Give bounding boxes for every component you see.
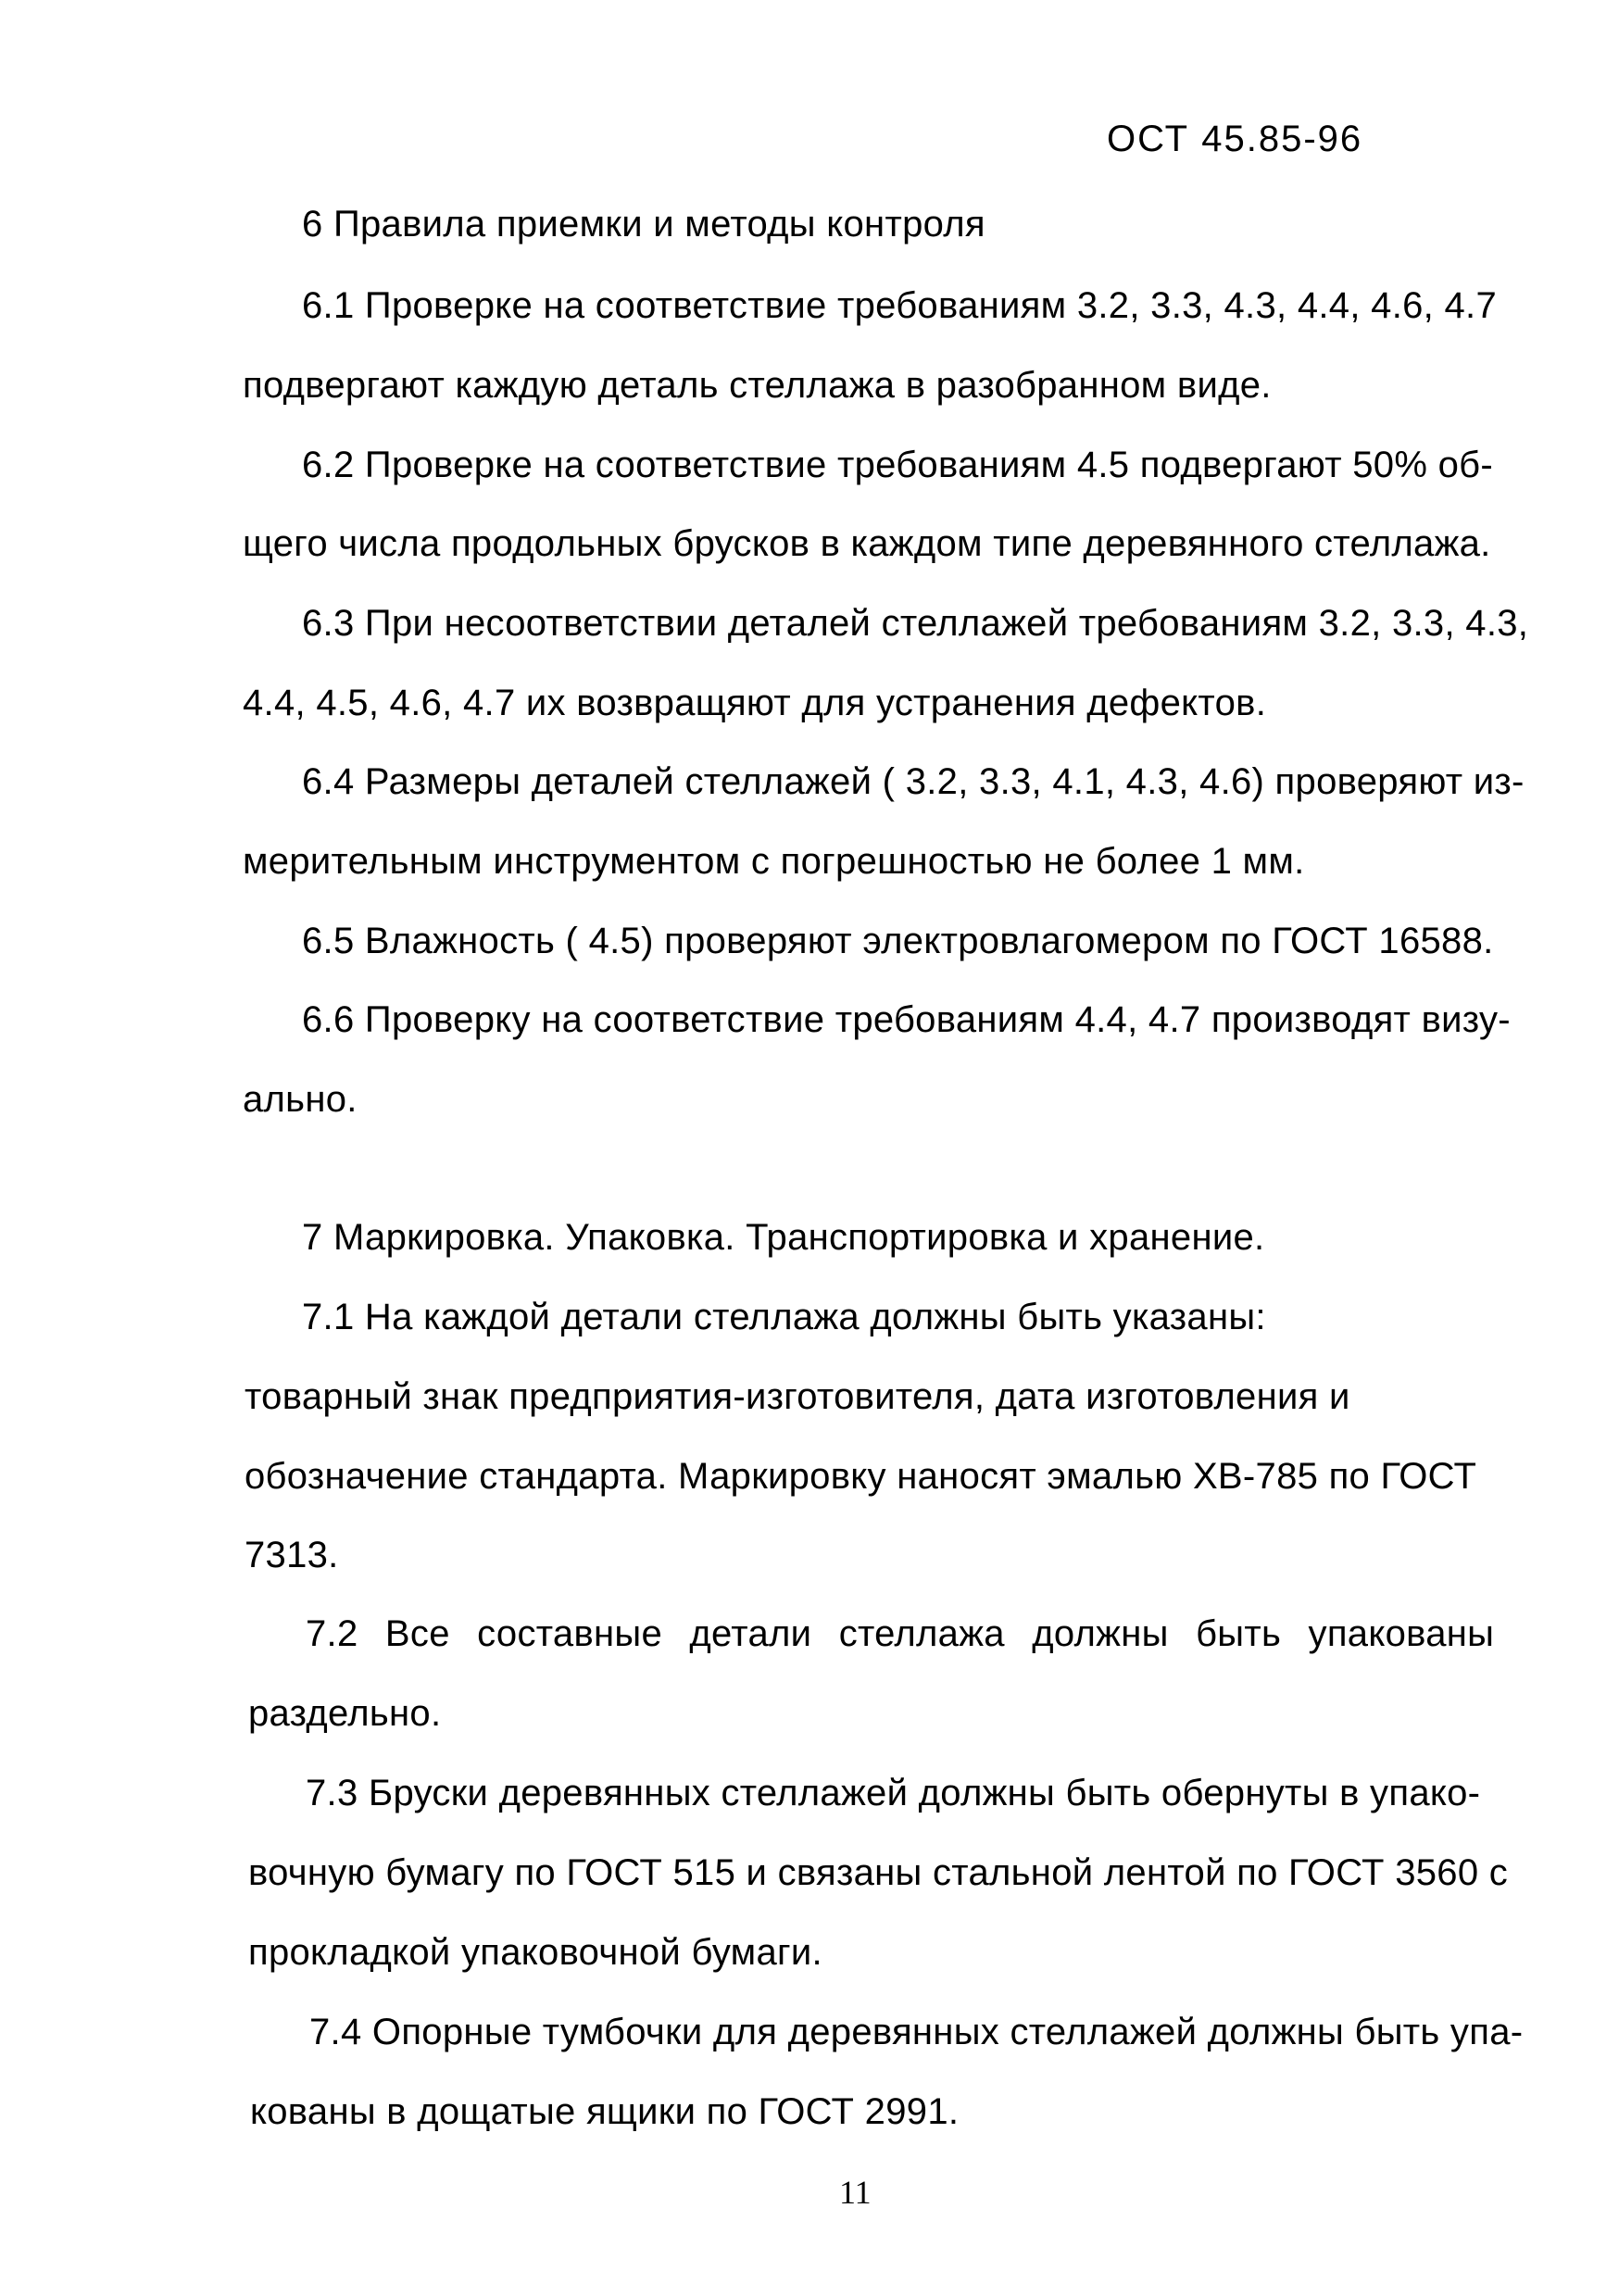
paragraph-6-3-line-2: 4.4, 4.5, 4.6, 4.7 их возвращяют для устранения дефектов. [243,683,1267,723]
section-6-heading: 6 Правила приемки и методы контроля [302,204,985,245]
paragraph-6-3-line-1: 6.3 При несоответствии деталей стеллажей требованиям 3.2, 3.3, 4.3, [302,603,1529,644]
paragraph-7-3-line-2: вочную бумагу по ГОСТ 515 и связаны стальной лентой по ГОСТ 3560 с [248,1852,1509,1893]
paragraph-7-4-line-2: кованы в дощатые ящики по ГОСТ 2991. [250,2091,960,2132]
section-7-heading: 7 Маркировка. Упаковка. Транспортировка и хранение. [302,1217,1265,1258]
paragraph-7-1-line-1: 7.1 На каждой детали стеллажа должны быть указаны: [302,1297,1266,1337]
paragraph-7-1-line-2: товарный знак предприятия-изготовителя, дата изготовления и [245,1376,1350,1417]
paragraph-6-1-line-1: 6.1 Проверке на соответствие требованиям 3.2, 3.3, 4.3, 4.4, 4.6, 4.7 [302,285,1497,326]
paragraph-7-1-line-3: обозначение стандарта. Маркировку наносят эмалью ХВ-785 по ГОСТ [245,1456,1477,1497]
paragraph-6-5: 6.5 Влажность ( 4.5) проверяют электровлагомером по ГОСТ 16588. [302,921,1494,961]
paragraph-7-3-line-3: прокладкой упаковочной бумаги. [248,1932,822,1973]
document-code: ОСТ 45.85-96 [1107,119,1363,159]
paragraph-6-6-line-1: 6.6 Проверку на соответствие требованиям 4.4, 4.7 производят визу- [302,999,1511,1040]
paragraph-6-2-line-1: 6.2 Проверке на соответствие требованиям 4.5 подвергают 50% об- [302,445,1493,485]
paragraph-6-1-line-2: подвергают каждую деталь стеллажа в разобранном виде. [243,365,1272,406]
paragraph-7-4-line-1: 7.4 Опорные тумбочки для деревянных стеллажей должны быть упа- [309,2012,1524,2052]
paragraph-6-4-line-1: 6.4 Размеры деталей стеллажей ( 3.2, 3.3, 4.1, 4.3, 4.6) проверяют из- [302,761,1525,802]
paragraph-7-2-line-1: 7.2 Все составные детали стеллажа должны быть упакованы [306,1613,1495,1654]
paragraph-7-3-line-1: 7.3 Бруски деревянных стеллажей должны быть обернуты в упако- [306,1773,1481,1813]
paragraph-6-4-line-2: мерительным инструментом с погрешностью не более 1 мм. [243,841,1305,882]
paragraph-7-1-line-4: 7313. [245,1535,339,1575]
paragraph-6-2-line-2: щего числа продольных брусков в каждом типе деревянного стеллажа. [243,523,1491,564]
paragraph-7-2-line-2: раздельно. [248,1693,442,1734]
page-number: 11 [839,2174,872,2211]
paragraph-6-6-line-2: ально. [243,1079,358,1120]
